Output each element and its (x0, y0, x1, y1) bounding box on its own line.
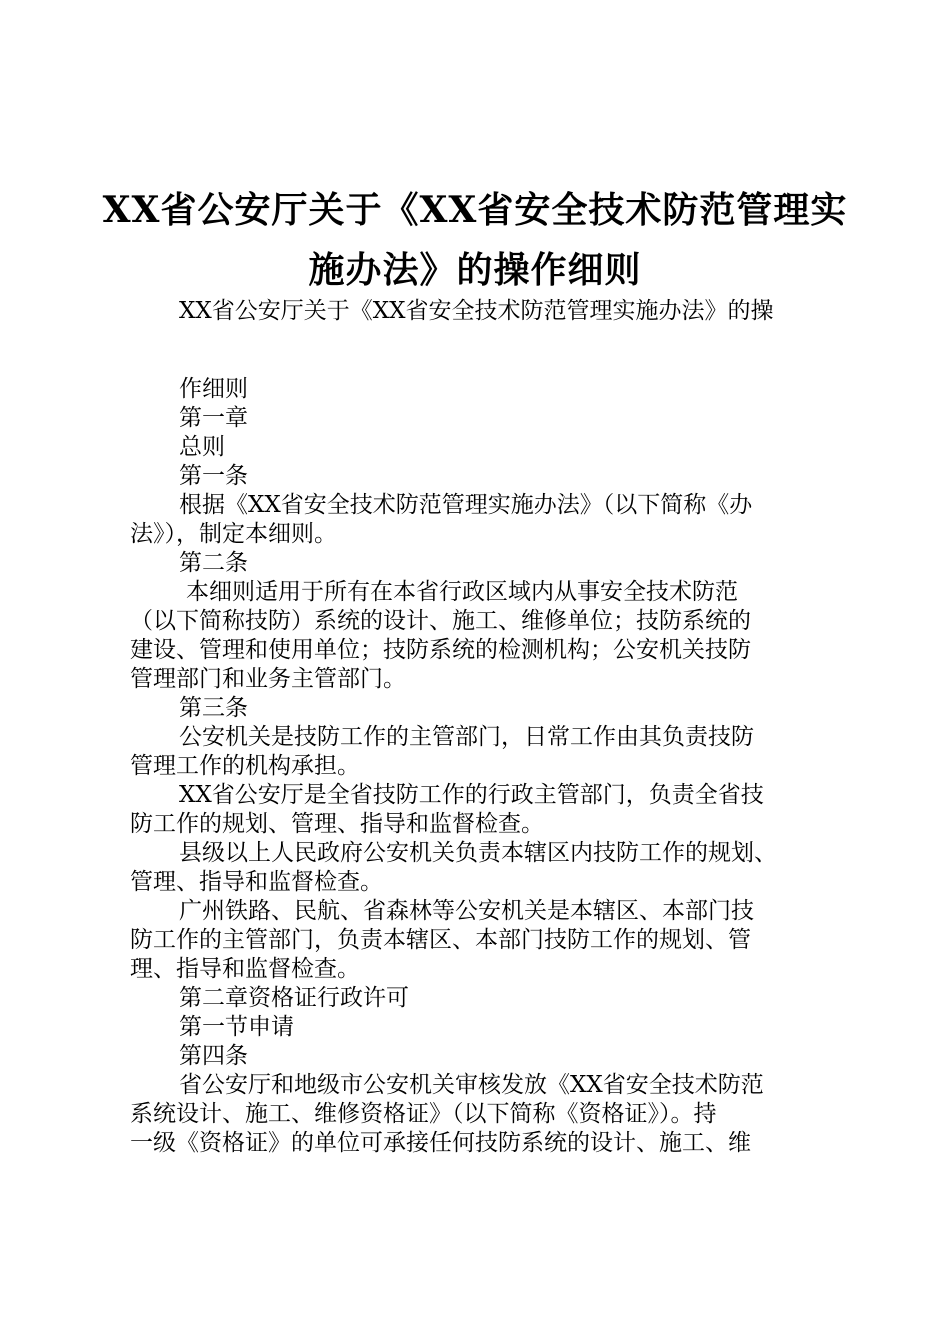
paragraph-line: 建设、管理和使用单位；技防系统的检测机构；公安机关技防 (130, 637, 751, 663)
document-title-line-2: 施办法》的操作细则 (308, 249, 642, 291)
chapter-title: 总则 (179, 434, 225, 460)
article-heading: 第四条 (179, 1043, 248, 1069)
paragraph-line: 县级以上人民政府公安机关负责本辖区内技防工作的规划、 (179, 840, 777, 866)
paragraph-line: （以下简称技防）系统的设计、施工、维修单位；技防系统的 (130, 608, 751, 634)
paragraph-line: 省公安厅和地级市公安机关审核发放《XX省安全技术防范 (179, 1072, 764, 1098)
paragraph-line: 公安机关是技防工作的主管部门，日常工作由其负责技防 (179, 724, 754, 750)
paragraph-line: 防工作的规划、管理、指导和监督检查。 (130, 811, 544, 837)
article-heading: 第二条 (179, 550, 248, 576)
paragraph-line: 根据《XX省安全技术防范管理实施办法》（以下简称《办 (179, 492, 753, 518)
spacer (130, 326, 830, 375)
article-heading: 第一条 (179, 463, 248, 489)
document-title-line-1: XX省公安厅关于《XX省安全技术防范管理实 (102, 189, 848, 231)
paragraph-line: 本细则适用于所有在本省行政区域内从事安全技术防范 (186, 579, 738, 605)
paragraph-line: 理、指导和监督检查。 (130, 956, 360, 982)
chapter-heading: 第一章 (179, 405, 248, 431)
chapter-heading: 第二章资格证行政许可 (179, 985, 409, 1011)
subtitle-line-2: 作细则 (179, 376, 248, 402)
document-body (130, 297, 830, 1158)
paragraph-line: 广州铁路、民航、省森林等公安机关是本辖区、本部门技 (179, 898, 754, 924)
paragraph-line: 管理、指导和监督检查。 (130, 869, 383, 895)
paragraph-line: 防工作的主管部门，负责本辖区、本部门技防工作的规划、管 (130, 927, 751, 953)
subtitle-line-1: XX省公安厅关于《XX省安全技术防范管理实施办法》的操 (179, 298, 774, 324)
article-heading: 第三条 (179, 695, 248, 721)
paragraph-line: 系统设计、施工、维修资格证》（以下简称《资格证》）。持 (130, 1101, 717, 1127)
paragraph-line: 一级《资格证》的单位可承接任何技防系统的设计、施工、维 (130, 1130, 751, 1156)
paragraph-line: 管理工作的机构承担。 (130, 753, 360, 779)
paragraph-line: 法》），制定本细则。 (130, 521, 337, 547)
paragraph-line: XX省公安厅是全省技防工作的行政主管部门，负责全省技 (179, 782, 764, 808)
section-heading: 第一节申请 (179, 1014, 294, 1040)
paragraph-line: 管理部门和业务主管部门。 (130, 666, 406, 692)
